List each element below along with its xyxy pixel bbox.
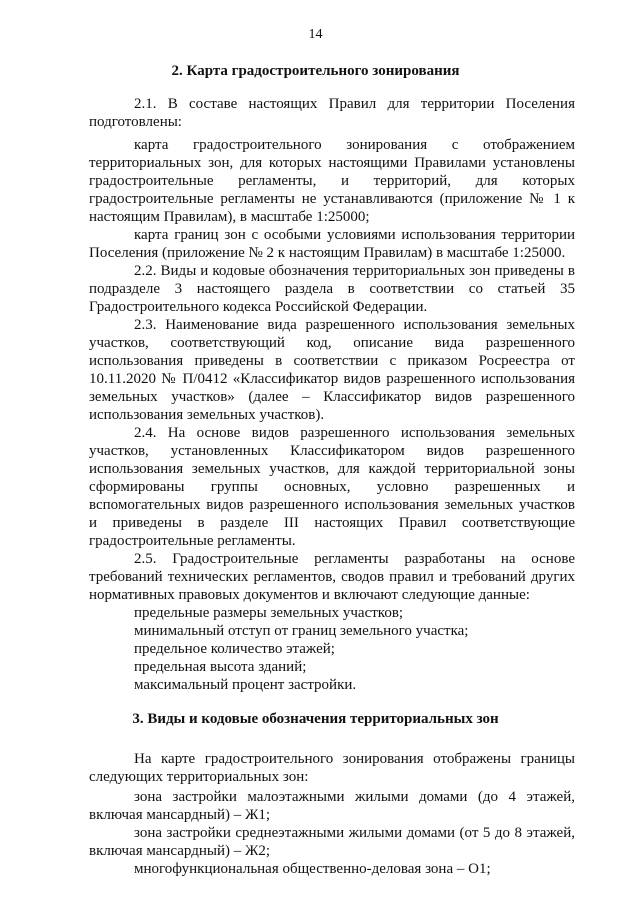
list-item: зона застройки малоэтажными жилыми домами (до 4 этажей, bbox=[134, 789, 575, 805]
paragraph-line: 2.3. Наименование вида разрешенного использования земельных bbox=[134, 317, 575, 333]
paragraph-line: карта градостроительного зонирования с отображением bbox=[134, 137, 575, 153]
list-item: предельное количество этажей; bbox=[134, 641, 335, 657]
paragraph-line: территориальных зон, для которых настоящими Правилами установлены bbox=[89, 155, 575, 171]
paragraph-line: 2.5. Градостроительные регламенты разработаны на основе bbox=[134, 551, 575, 567]
paragraph-line: карта границ зон с особыми условиями использования территории bbox=[134, 227, 575, 243]
page-number: 14 bbox=[308, 27, 323, 42]
paragraph-line: следующих территориальных зон: bbox=[89, 769, 309, 785]
paragraph-line: градостроительные регламенты не устанавливаются (приложение № 1 к bbox=[89, 191, 575, 207]
list-item: минимальный отступ от границ земельного участка; bbox=[134, 623, 469, 639]
paragraph-line: подготовлены: bbox=[89, 114, 182, 130]
paragraph-line: Градостроительного кодекса Российской Федерации. bbox=[89, 299, 428, 315]
list-item: предельная высота зданий; bbox=[134, 659, 307, 675]
section-3-heading: 3. Виды и кодовые обозначения территориальных зон bbox=[132, 711, 499, 727]
list-item: включая мансардный) – Ж1; bbox=[89, 807, 271, 823]
paragraph-line: земельных участков» (далее – Классификатор видов разрешенного bbox=[89, 389, 575, 405]
paragraph-line: Поселения (приложение № 2 к настоящим Правилам) в масштабе 1:25000. bbox=[89, 245, 566, 261]
paragraph-line: вспомогательных видов разрешенного использования земельных участков bbox=[89, 497, 575, 513]
paragraph-line: градостроительные регламенты, и территорий, для которых bbox=[89, 173, 575, 189]
list-item: максимальный процент застройки. bbox=[134, 677, 357, 693]
paragraph-line: использования приведены в соответствии с приказом Росреестра от bbox=[89, 353, 575, 369]
paragraph-line: участков, установленных Классификатором видов разрешенного bbox=[89, 443, 575, 459]
paragraph-line: использования земельных участков, для каждой территориальной зоны bbox=[89, 461, 575, 477]
paragraph-line: 2.1. В составе настоящих Правил для территории Поселения bbox=[134, 96, 575, 112]
section-2-heading: 2. Карта градостроительного зонирования bbox=[171, 63, 460, 79]
paragraph-line: участков, соответствующий код, описание вида разрешенного bbox=[89, 335, 575, 351]
list-item: предельные размеры земельных участков; bbox=[134, 605, 404, 621]
paragraph-line: подразделе 3 настоящего раздела в соответствии со статьей 35 bbox=[89, 281, 575, 297]
list-item: включая мансардный) – Ж2; bbox=[89, 843, 271, 859]
paragraph-line: На карте градостроительного зонирования отображены границы bbox=[134, 751, 575, 767]
paragraph-line: сформированы группы основных, условно разрешенных и bbox=[89, 479, 575, 495]
list-item: зона застройки среднеэтажными жилыми домами (от 5 до 8 этажей, bbox=[134, 825, 575, 841]
paragraph-line: и приведены в разделе III настоящих Правил соответствующие bbox=[89, 515, 575, 531]
paragraph-line: градостроительные регламенты. bbox=[89, 533, 296, 549]
paragraph-line: использования земельных участков). bbox=[89, 407, 325, 423]
paragraph-line: 10.11.2020 № П/0412 «Классификатор видов разрешенного использования bbox=[89, 371, 575, 387]
paragraph-line: настоящим Правилам), в масштабе 1:25000; bbox=[89, 209, 370, 225]
paragraph-line: 2.2. Виды и кодовые обозначения территориальных зон приведены в bbox=[134, 263, 575, 279]
paragraph-line: требований технических регламентов, сводов правил и требований других bbox=[89, 569, 575, 585]
paragraph-line: нормативных правовых документов и включают следующие данные: bbox=[89, 587, 530, 603]
paragraph-line: 2.4. На основе видов разрешенного использования земельных bbox=[134, 425, 575, 441]
list-item: многофункциональная общественно-деловая зона – О1; bbox=[134, 861, 491, 877]
